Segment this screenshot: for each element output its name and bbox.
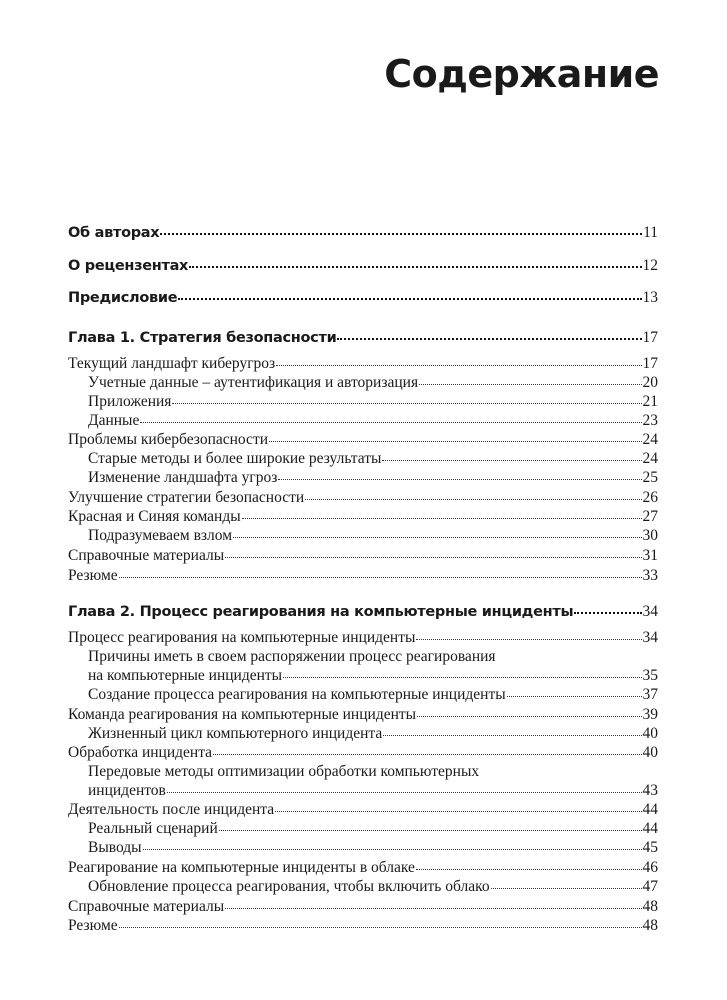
dot-leader [417, 715, 641, 717]
toc-entry-page: 39 [642, 706, 658, 723]
toc-entry-label: Улучшение стратегии безопасности [68, 489, 305, 506]
toc-entry-label: Справочные материалы [68, 547, 225, 564]
toc-subentry[interactable] [88, 781, 658, 800]
toc-entry-page: 13 [642, 289, 658, 306]
toc-subentry[interactable] [88, 526, 658, 545]
dot-leader [382, 459, 641, 461]
toc-entry-label: Резюме [68, 567, 118, 584]
dot-leader [242, 517, 642, 519]
toc-entry-label: Текущий ландшафт киберугроз [68, 355, 276, 372]
toc-subentry-label-line1: Передовые методы оптимизации обработки компьютерных [88, 763, 480, 780]
toc-entry-page: 43 [642, 782, 658, 799]
toc-entry-page: 17 [642, 329, 658, 346]
toc-entry[interactable] [68, 705, 658, 724]
toc-entry-page: 34 [642, 629, 658, 646]
toc-entry[interactable] [68, 430, 658, 449]
dot-leader [225, 556, 641, 558]
toc-entry[interactable] [68, 897, 658, 916]
dot-leader [337, 337, 641, 340]
toc-entry[interactable] [68, 256, 658, 276]
dot-leader [213, 753, 641, 755]
dot-leader [233, 536, 641, 538]
dot-leader [269, 440, 641, 442]
dot-leader [143, 848, 642, 850]
toc-entry-page: 44 [642, 801, 658, 818]
dot-leader [507, 695, 642, 697]
dot-leader [140, 421, 641, 423]
toc-entry-page: 46 [642, 859, 658, 876]
toc-entry-page: 27 [642, 508, 658, 525]
dot-leader [219, 829, 642, 831]
dot-leader [189, 265, 641, 268]
dot-leader [383, 734, 641, 736]
dot-leader [574, 611, 641, 614]
toc-entry-label: Реагирование на компьютерные инциденты в облаке [68, 859, 415, 876]
toc-entry-label: Жизненный цикл компьютерного инцидента [88, 725, 383, 742]
toc-entry-page: 12 [642, 257, 658, 274]
toc-entry-label: Предисловие [68, 290, 178, 306]
toc-subentry[interactable] [88, 411, 658, 430]
toc-entry-page: 11 [643, 224, 658, 241]
toc-entry[interactable] [68, 858, 658, 877]
toc-subentry[interactable] [88, 468, 658, 487]
toc-entry-label: инцидентов [88, 782, 166, 799]
toc-entry[interactable] [68, 628, 658, 647]
dot-leader [225, 907, 641, 909]
toc-entry-label: Реальный сценарий [88, 820, 218, 837]
dot-leader [178, 297, 641, 300]
toc-entry-page: 47 [642, 878, 658, 895]
toc-entry[interactable] [68, 507, 658, 526]
toc-entry[interactable] [68, 916, 658, 935]
toc-subentry[interactable] [88, 819, 658, 838]
dot-leader [276, 364, 641, 366]
toc-entry-page: 40 [642, 725, 658, 742]
dot-leader [419, 383, 641, 385]
toc-entry-label: Обновление процесса реагирования, чтобы включить облако [88, 878, 490, 895]
toc-entry-label: Старые методы и более широкие результаты [88, 450, 382, 467]
toc-entry-label: Выводы [88, 839, 142, 856]
toc-entry[interactable] [68, 546, 658, 565]
toc-chapter[interactable] [68, 602, 658, 622]
dot-leader [416, 638, 641, 640]
dot-leader [172, 402, 641, 404]
dot-leader [119, 926, 642, 928]
toc-entry-label: Процесс реагирования на компьютерные инциденты [68, 629, 416, 646]
toc-entry-label: Резюме [68, 917, 118, 934]
toc-entry-label: Проблемы кибербезопасности [68, 431, 269, 448]
toc-entry-page: 37 [642, 686, 658, 703]
dot-leader [283, 676, 641, 678]
toc-entry-page: 40 [642, 744, 658, 761]
toc-entry-page: 44 [642, 820, 658, 837]
toc-entry-label: Справочные материалы [68, 898, 225, 915]
toc-entry[interactable] [68, 566, 658, 585]
toc-entry-page: 17 [642, 355, 658, 372]
toc-entry-label: Обработка инцидента [68, 744, 213, 761]
dot-leader [119, 576, 642, 578]
toc-entry-page: 30 [642, 527, 658, 544]
dot-leader [167, 791, 642, 793]
toc-entry-label: О рецензентах [68, 258, 189, 274]
toc-entry-label: Глава 1. Стратегия безопасности [68, 330, 337, 346]
toc-entry-page: 48 [642, 917, 658, 934]
toc-subentry-label-line1: Причины иметь в своем распоряжении процесс реагирования [88, 648, 496, 665]
toc-subentry[interactable] [88, 392, 658, 411]
toc-subentry[interactable] [88, 685, 658, 704]
toc-entry-page: 20 [642, 374, 658, 391]
dot-leader [305, 498, 641, 500]
toc-entry-page: 21 [642, 393, 658, 410]
toc-subentry[interactable] [88, 666, 658, 685]
page-title: Содержание [384, 52, 659, 96]
dot-leader [275, 810, 641, 812]
toc-entry-label: Данные [88, 412, 140, 429]
toc-entry-page: 31 [642, 547, 658, 564]
toc-entry[interactable] [68, 223, 658, 243]
toc-entry-label: Об авторах [68, 225, 160, 241]
toc-entry-label: Подразумеваем взлом [88, 527, 233, 544]
dot-leader [278, 478, 641, 480]
toc-entry[interactable] [68, 743, 658, 762]
toc-entry-label: Приложения [88, 393, 172, 410]
toc-entry-page: 34 [642, 603, 658, 620]
toc-entry-page: 25 [642, 469, 658, 486]
dot-leader [416, 868, 642, 870]
toc-subentry[interactable] [88, 877, 658, 896]
toc-entry-label: Красная и Синяя команды [68, 508, 241, 525]
toc-entry-label: Деятельность после инцидента [68, 801, 275, 818]
toc-entry[interactable] [68, 288, 658, 308]
dot-leader [491, 887, 642, 889]
toc-entry-label: Учетные данные – аутентификация и авторизация [88, 374, 419, 391]
toc-entry-page: 35 [642, 667, 658, 684]
toc-entry-label: Глава 2. Процесс реагирования на компьютерные инциденты [68, 604, 574, 620]
toc-entry-page: 24 [642, 450, 658, 467]
toc-subentry[interactable] [88, 449, 658, 468]
toc-entry-page: 33 [642, 567, 658, 584]
toc-entry-label: Создание процесса реагирования на компьютерные инциденты [88, 686, 506, 703]
toc-entry-page: 24 [642, 431, 658, 448]
toc-entry[interactable] [68, 800, 658, 819]
toc-subentry[interactable] [88, 724, 658, 743]
toc-entry[interactable] [68, 354, 658, 373]
toc-entry[interactable] [68, 488, 658, 507]
toc-entry-label: Изменение ландшафта угроз [88, 469, 278, 486]
toc-chapter[interactable] [68, 328, 658, 348]
toc-subentry[interactable] [88, 838, 658, 857]
toc-entry-label: Команда реагирования на компьютерные инциденты [68, 706, 417, 723]
toc-subentry[interactable] [88, 373, 658, 392]
toc-entry-page: 23 [642, 412, 658, 429]
toc-entry-page: 45 [642, 839, 658, 856]
toc-entry-page: 26 [642, 489, 658, 506]
toc-entry-label: на компьютерные инциденты [88, 667, 283, 684]
toc-entry-page: 48 [642, 898, 658, 915]
dot-leader [160, 232, 642, 235]
